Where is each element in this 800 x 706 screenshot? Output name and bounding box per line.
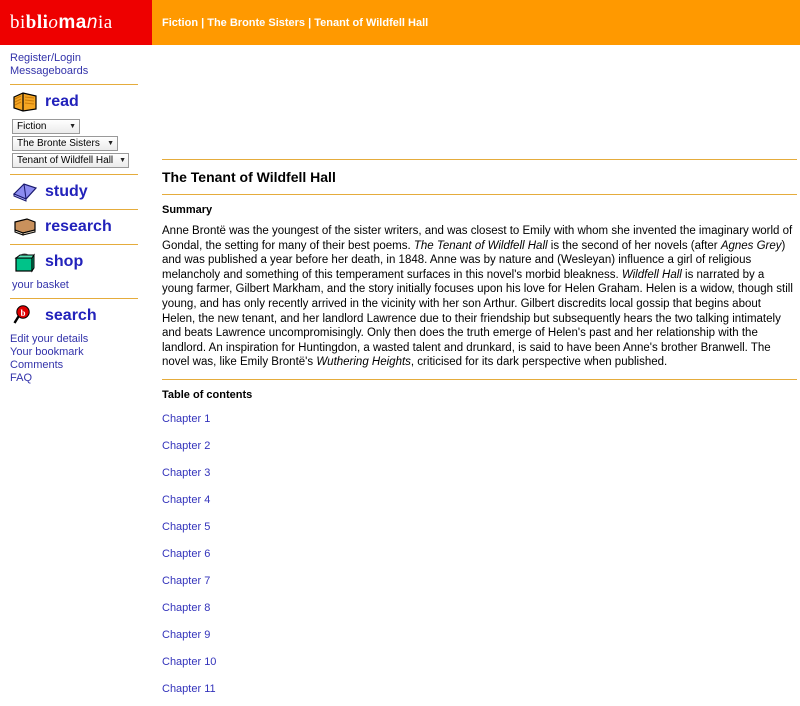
sidebar-link-comments[interactable]: Comments (10, 359, 64, 371)
sidebar-link-faq[interactable]: FAQ (10, 372, 33, 384)
category-select[interactable] (12, 119, 80, 134)
sidebar-utility-links (10, 333, 144, 385)
breadcrumb[interactable]: Fiction | The Bronte Sisters | Tenant of Wildfell Hall (162, 16, 429, 29)
author-select-value: The Bronte Sisters (17, 138, 100, 149)
content-divider-above-toc (162, 379, 797, 380)
sidebar-item-search[interactable] (12, 305, 144, 327)
sidebar (0, 45, 152, 385)
sidebar-item-shop-label[interactable]: shop (45, 253, 84, 270)
list-item (162, 625, 785, 643)
sidebar-divider (10, 244, 138, 245)
summary-text: Anne Brontë was the youngest of the sister writers, and was closest to Emily with whom she invented the imaginary world of Gondal, the setting for many of their best poems. The Tenant of Wildfell Hall is the second of her novels (after Agnes Grey) and was published a year before her death, in 1848. Anne was by nature and (Wesleyan) influence a girl of religious melancholy and something of this temperament surfaces in this novel's morbid bleakness. Wildfell Hall is narrated by a young farmer, Gilbert Markham, and the story initially focuses upon his love for Helen Graham. Helen is a widow, though still young, and has only recently arrived in the vicinity with her son Arthur. Gilbert discredits local gossip that begins about Helen, the new tenant, and her landlord Lawrence due to their friendship but subsequently hears the two talking intimately and beats Lawrence uncompromisingly. Only then does the truth emerge of Helen's past and her relationship with the landlord. An inspiration for Huntingdon, a wasted talent and drunkard, is said to have been Anne's brother Branwell. The novel was, like Emily Brontë's Wuthering Heights, criticised for its dark perspective when published. (162, 225, 793, 369)
category-select-value: Fiction (17, 121, 47, 132)
list-item (162, 598, 785, 616)
list-item (162, 436, 785, 454)
sidebar-item-search-label[interactable]: search (45, 307, 97, 324)
sidebar-link-edit-your-details[interactable]: Edit your details (10, 333, 89, 345)
sidebar-divider (10, 298, 138, 299)
site-logo[interactable] (0, 0, 152, 45)
sidebar-divider (10, 174, 138, 175)
chapter-link[interactable]: Chapter 8 (162, 601, 211, 614)
page-body (0, 45, 800, 695)
site-header (0, 0, 800, 45)
sidebar-item-study[interactable] (12, 181, 144, 203)
main-content (152, 45, 800, 706)
chapter-list (162, 409, 785, 697)
list-item (162, 463, 785, 481)
chevron-down-icon: ▼ (119, 157, 127, 164)
content-divider-under-title (162, 194, 797, 195)
sidebar-link-your-bookmark[interactable]: Your bookmark (10, 346, 84, 358)
chapter-link[interactable]: Chapter 4 (162, 493, 211, 506)
content-spacer (162, 45, 785, 150)
list-item (162, 517, 785, 535)
content-divider-top (162, 159, 797, 160)
toc-label: Table of contents (162, 388, 253, 401)
list-item (162, 544, 785, 562)
chapter-link[interactable]: Chapter 7 (162, 574, 211, 587)
chapter-link[interactable]: Chapter 5 (162, 520, 211, 533)
chapter-link[interactable]: Chapter 10 (162, 655, 217, 668)
chapter-link[interactable]: Chapter 6 (162, 547, 211, 560)
browse-selects (12, 119, 144, 168)
svg-text:b: b (20, 308, 26, 318)
sidebar-item-read[interactable] (12, 91, 144, 113)
breadcrumb-bar (152, 0, 800, 45)
chapter-link[interactable]: Chapter 1 (162, 412, 211, 425)
title-select-value: Tenant of Wildfell Hall (17, 155, 114, 166)
chapter-link[interactable]: Chapter 11 (162, 682, 216, 695)
list-item (162, 679, 785, 697)
chevron-down-icon: ▼ (69, 123, 76, 130)
chevron-down-icon: ▼ (107, 140, 114, 147)
brown-book-icon (12, 216, 38, 238)
summary-label: Summary (162, 204, 213, 216)
sidebar-item-shop[interactable] (12, 251, 144, 273)
green-bag-icon (12, 251, 38, 273)
sidebar-divider (10, 209, 138, 210)
page-title: The Tenant of Wildfell Hall (162, 169, 336, 185)
red-magnifier-icon (12, 305, 38, 327)
site-logo-text: bibliomania (10, 12, 113, 33)
sidebar-link-your-basket[interactable]: your basket (12, 279, 69, 291)
sidebar-item-read-label[interactable]: read (45, 93, 79, 110)
sidebar-divider (10, 84, 138, 85)
list-item (162, 571, 785, 589)
sidebar-item-study-label[interactable]: study (45, 183, 88, 200)
list-item (162, 652, 785, 670)
chapter-link[interactable]: Chapter 3 (162, 466, 211, 479)
sidebar-item-research[interactable] (12, 216, 144, 238)
blue-book-icon (12, 181, 38, 203)
title-select[interactable] (12, 153, 129, 168)
sidebar-link-messageboards[interactable]: Messageboards (10, 65, 89, 77)
sidebar-link-register-login[interactable]: Register/Login (10, 52, 81, 64)
list-item (162, 409, 785, 427)
chapter-link[interactable]: Chapter 9 (162, 628, 211, 641)
chapter-link[interactable]: Chapter 2 (162, 439, 211, 452)
orange-book-icon (12, 91, 38, 113)
sidebar-item-research-label[interactable]: research (45, 218, 112, 235)
author-select[interactable] (12, 136, 118, 151)
list-item (162, 490, 785, 508)
